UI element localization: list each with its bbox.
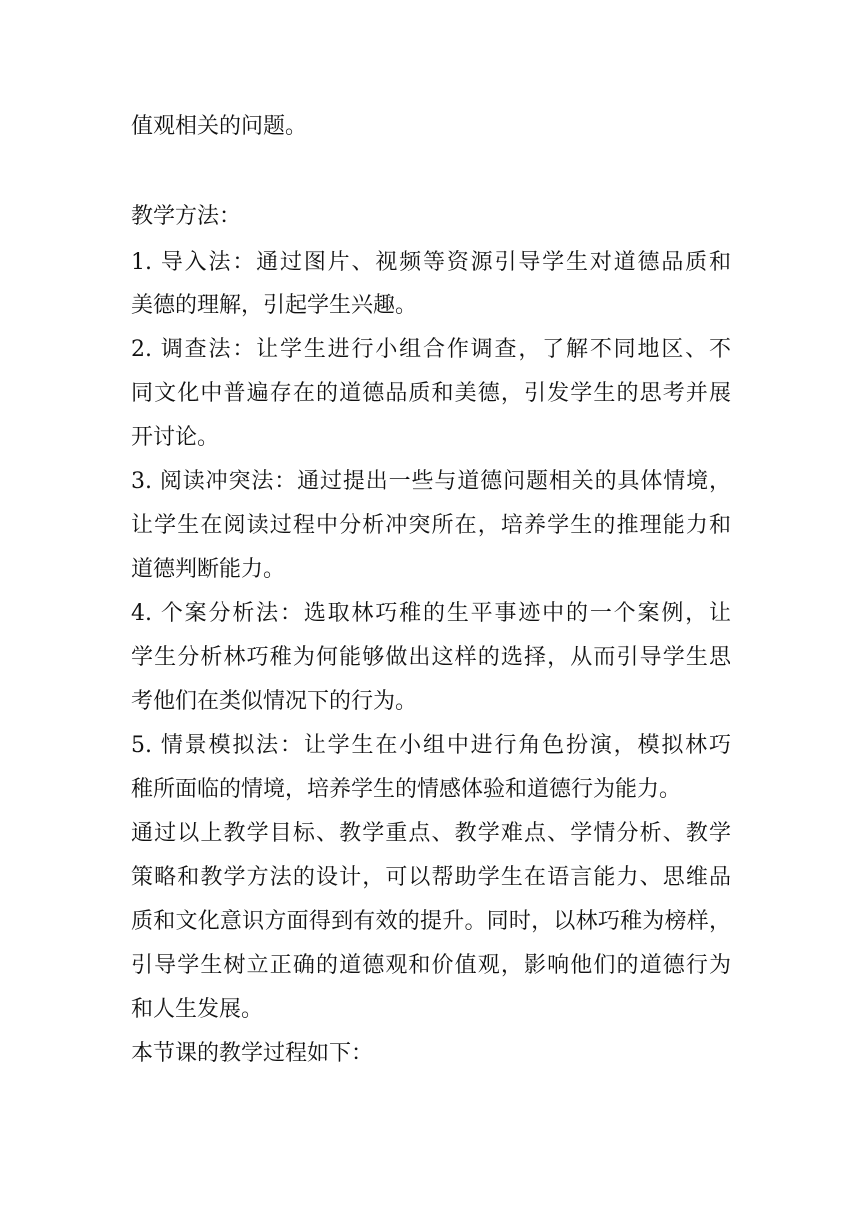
method-3-line-3: 道德判断能力。 xyxy=(131,557,286,582)
summary-line-3: 质和文化意识方面得到有效的提升。同时，以林巧稚为榜样， xyxy=(131,909,731,934)
summary-line-4: 引导学生树立正确的道德观和价值观，影响他们的道德行为 xyxy=(131,953,731,978)
method-3-line-1: 3. 阅读冲突法：通过提出一些与道德问题相关的具体情境， xyxy=(131,469,731,494)
method-2-line-1: 2. 调查法：让学生进行小组合作调查，了解不同地区、不 xyxy=(131,337,731,362)
methods-heading: 教学方法： xyxy=(131,204,242,229)
method-5-line-2: 稚所面临的情境，培养学生的情感体验和道德行为能力。 xyxy=(131,777,682,802)
method-4-line-2: 学生分析林巧稚为何能够做出这样的选择，从而引导学生思 xyxy=(131,645,731,670)
method-2-line-3: 开讨论。 xyxy=(131,425,220,450)
continuation-line: 值观相关的问题。 xyxy=(131,114,308,139)
method-2-line-2: 同文化中普遍存在的道德品质和美德，引发学生的思考并展 xyxy=(131,381,731,406)
process-intro: 本节课的教学过程如下： xyxy=(131,1041,374,1066)
method-4-line-3: 考他们在类似情况下的行为。 xyxy=(131,689,418,714)
summary-line-1: 通过以上教学目标、教学重点、教学难点、学情分析、教学 xyxy=(131,821,731,846)
method-4-line-1: 4. 个案分析法：选取林巧稚的生平事迹中的一个案例，让 xyxy=(131,601,731,626)
method-1-line-2: 美德的理解，引起学生兴趣。 xyxy=(131,293,418,318)
summary-line-5: 和人生发展。 xyxy=(131,997,264,1022)
method-3-line-2: 让学生在阅读过程中分析冲突所在，培养学生的推理能力和 xyxy=(131,513,731,538)
method-5-line-1: 5. 情景模拟法：让学生在小组中进行角色扮演，模拟林巧 xyxy=(131,733,731,758)
summary-line-2: 策略和教学方法的设计，可以帮助学生在语言能力、思维品 xyxy=(131,865,731,890)
method-1-line-1: 1. 导入法：通过图片、视频等资源引导学生对道德品质和 xyxy=(131,250,731,275)
